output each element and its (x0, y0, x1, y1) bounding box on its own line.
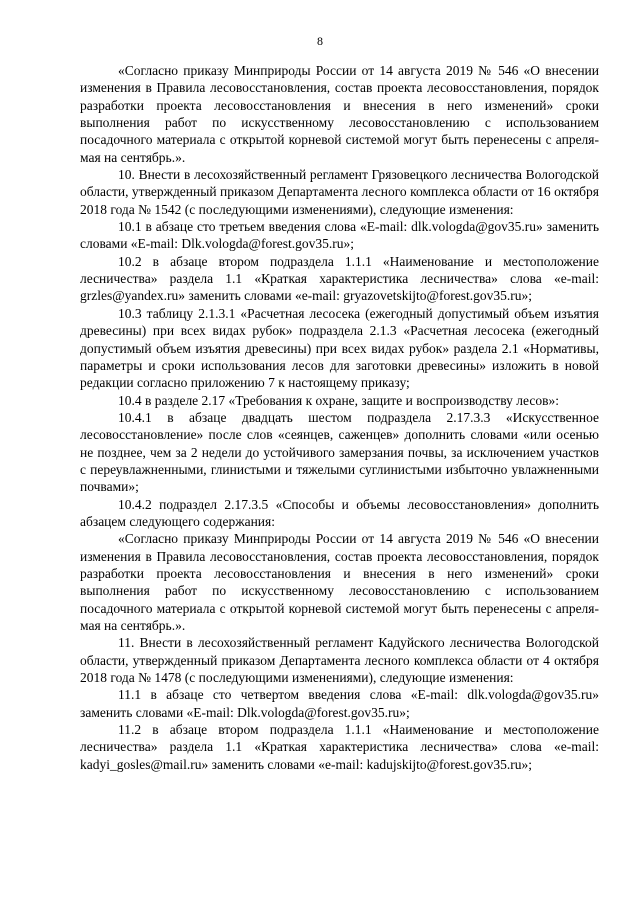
paragraph-item-10: 10. Внести в лесохозяйственный регламент Грязовецкого лесничества Вологодской области, утвержденный приказом Департамента лесного комплекса области от 16 октября 2018 года № 1542 (с последующими изменениями), следующие изменения: (80, 167, 599, 217)
paragraph-item-10-4: 10.4 в разделе 2.17 «Требования к охране, защите и воспроизводству лесов»: (118, 392, 559, 408)
paragraph-item-10-1: 10.1 в абзаце сто третьем введения слова «E-mail: dlk.vologda@gov35.ru» заменить словами «E-mail: Dlk.vologda@forest.gov35.ru»; (80, 219, 599, 252)
paragraph-item-11-1: 11.1 в абзаце сто четвертом введения слова «E-mail: dlk.vologda@gov35.ru» заменить словами «E-mail: Dlk.vologda@forest.gov35.ru»; (80, 687, 599, 720)
paragraph-item-10-2: 10.2 в абзаце втором подраздела 1.1.1 «Наименование и местоположение лесничества» раздела 1.1 «Краткая характеристика лесничества» слова «e-mail: grzles@yandex.ru» заменить словами «e-mail: gryazovetskijto@forest.gov35.ru»; (80, 253, 599, 304)
paragraph-quote-order-546: «Согласно приказу Минприроды России от 14 августа 2019 № 546 «О внесении изменения в Правила лесовосстановления, состав проекта лесовосстановления, порядок разработки проекта лесовосстановления и внесения в него изменений» сроки выполнения работ по искусственному лесовосстановлению с использованием посадочного материала с открытой корневой системой могут быть перенесены с апреля-мая на сентябрь.». (80, 63, 599, 165)
paragraph-item-10-4-1: 10.4.1 в абзаце двадцать шестом подраздела 2.17.3.3 «Искусственное лесовосстановление» после слов «сеянцев, саженцев» дополнить словами «или осенью не позднее, чем за 2 недели до устойчивого замерзания почвы, за исключением участков с переувлажненными, глинистыми и тяжелыми суглинистыми избыточно увлажненными почвами»; (80, 409, 599, 495)
paragraph-item-11: 11. Внести в лесохозяйственный регламент Кадуйского лесничества Вологодской области, утвержденный приказом Департамента лесного комплекса области от 4 октября 2018 года № 1478 (с последующими изменениями), следующие изменения: (80, 635, 599, 686)
paragraph-item-11-2: 11.2 в абзаце втором подраздела 1.1.1 «Наименование и местоположение лесничества» раздела 1.1 «Краткая характеристика лесничества» слова «e-mail: kadyi_gosles@mail.ru» заменить словами «e-mail: kadujskijto@forest.gov35.ru»; (80, 722, 599, 772)
page-number: 8 (317, 34, 323, 48)
document-body (80, 62, 599, 773)
paragraph-item-10-4-2: 10.4.2 подраздел 2.17.3.5 «Способы и объемы лесовосстановления» дополнить абзацем следующего содержания: (80, 496, 599, 529)
paragraph-quote-order-546-repeat: «Согласно приказу Минприроды России от 14 августа 2019 № 546 «О внесении изменения в Правила лесовосстановления, состав проекта лесовосстановления, порядок разработки проекта лесовосстановления и внесения в него изменений» сроки выполнения работ по искусственному лесовосстановлению с использованием посадочного материала с открытой корневой системой могут быть перенесены с апреля-мая на сентябрь.». (80, 531, 599, 633)
paragraph-item-10-3: 10.3 таблицу 2.1.3.1 «Расчетная лесосека (ежегодный допустимый объем изъятия древесины) при всех видах рубок» подраздела 2.1.3 «Расчетная лесосека (ежегодный допустимый объем изъятия древесины) при всех видах рубок» раздела 2.1 «Нормативы, параметры и сроки использования лесов для заготовки древесины» изложить в новой редакции согласно приложению 7 к настоящему приказу; (80, 305, 599, 391)
